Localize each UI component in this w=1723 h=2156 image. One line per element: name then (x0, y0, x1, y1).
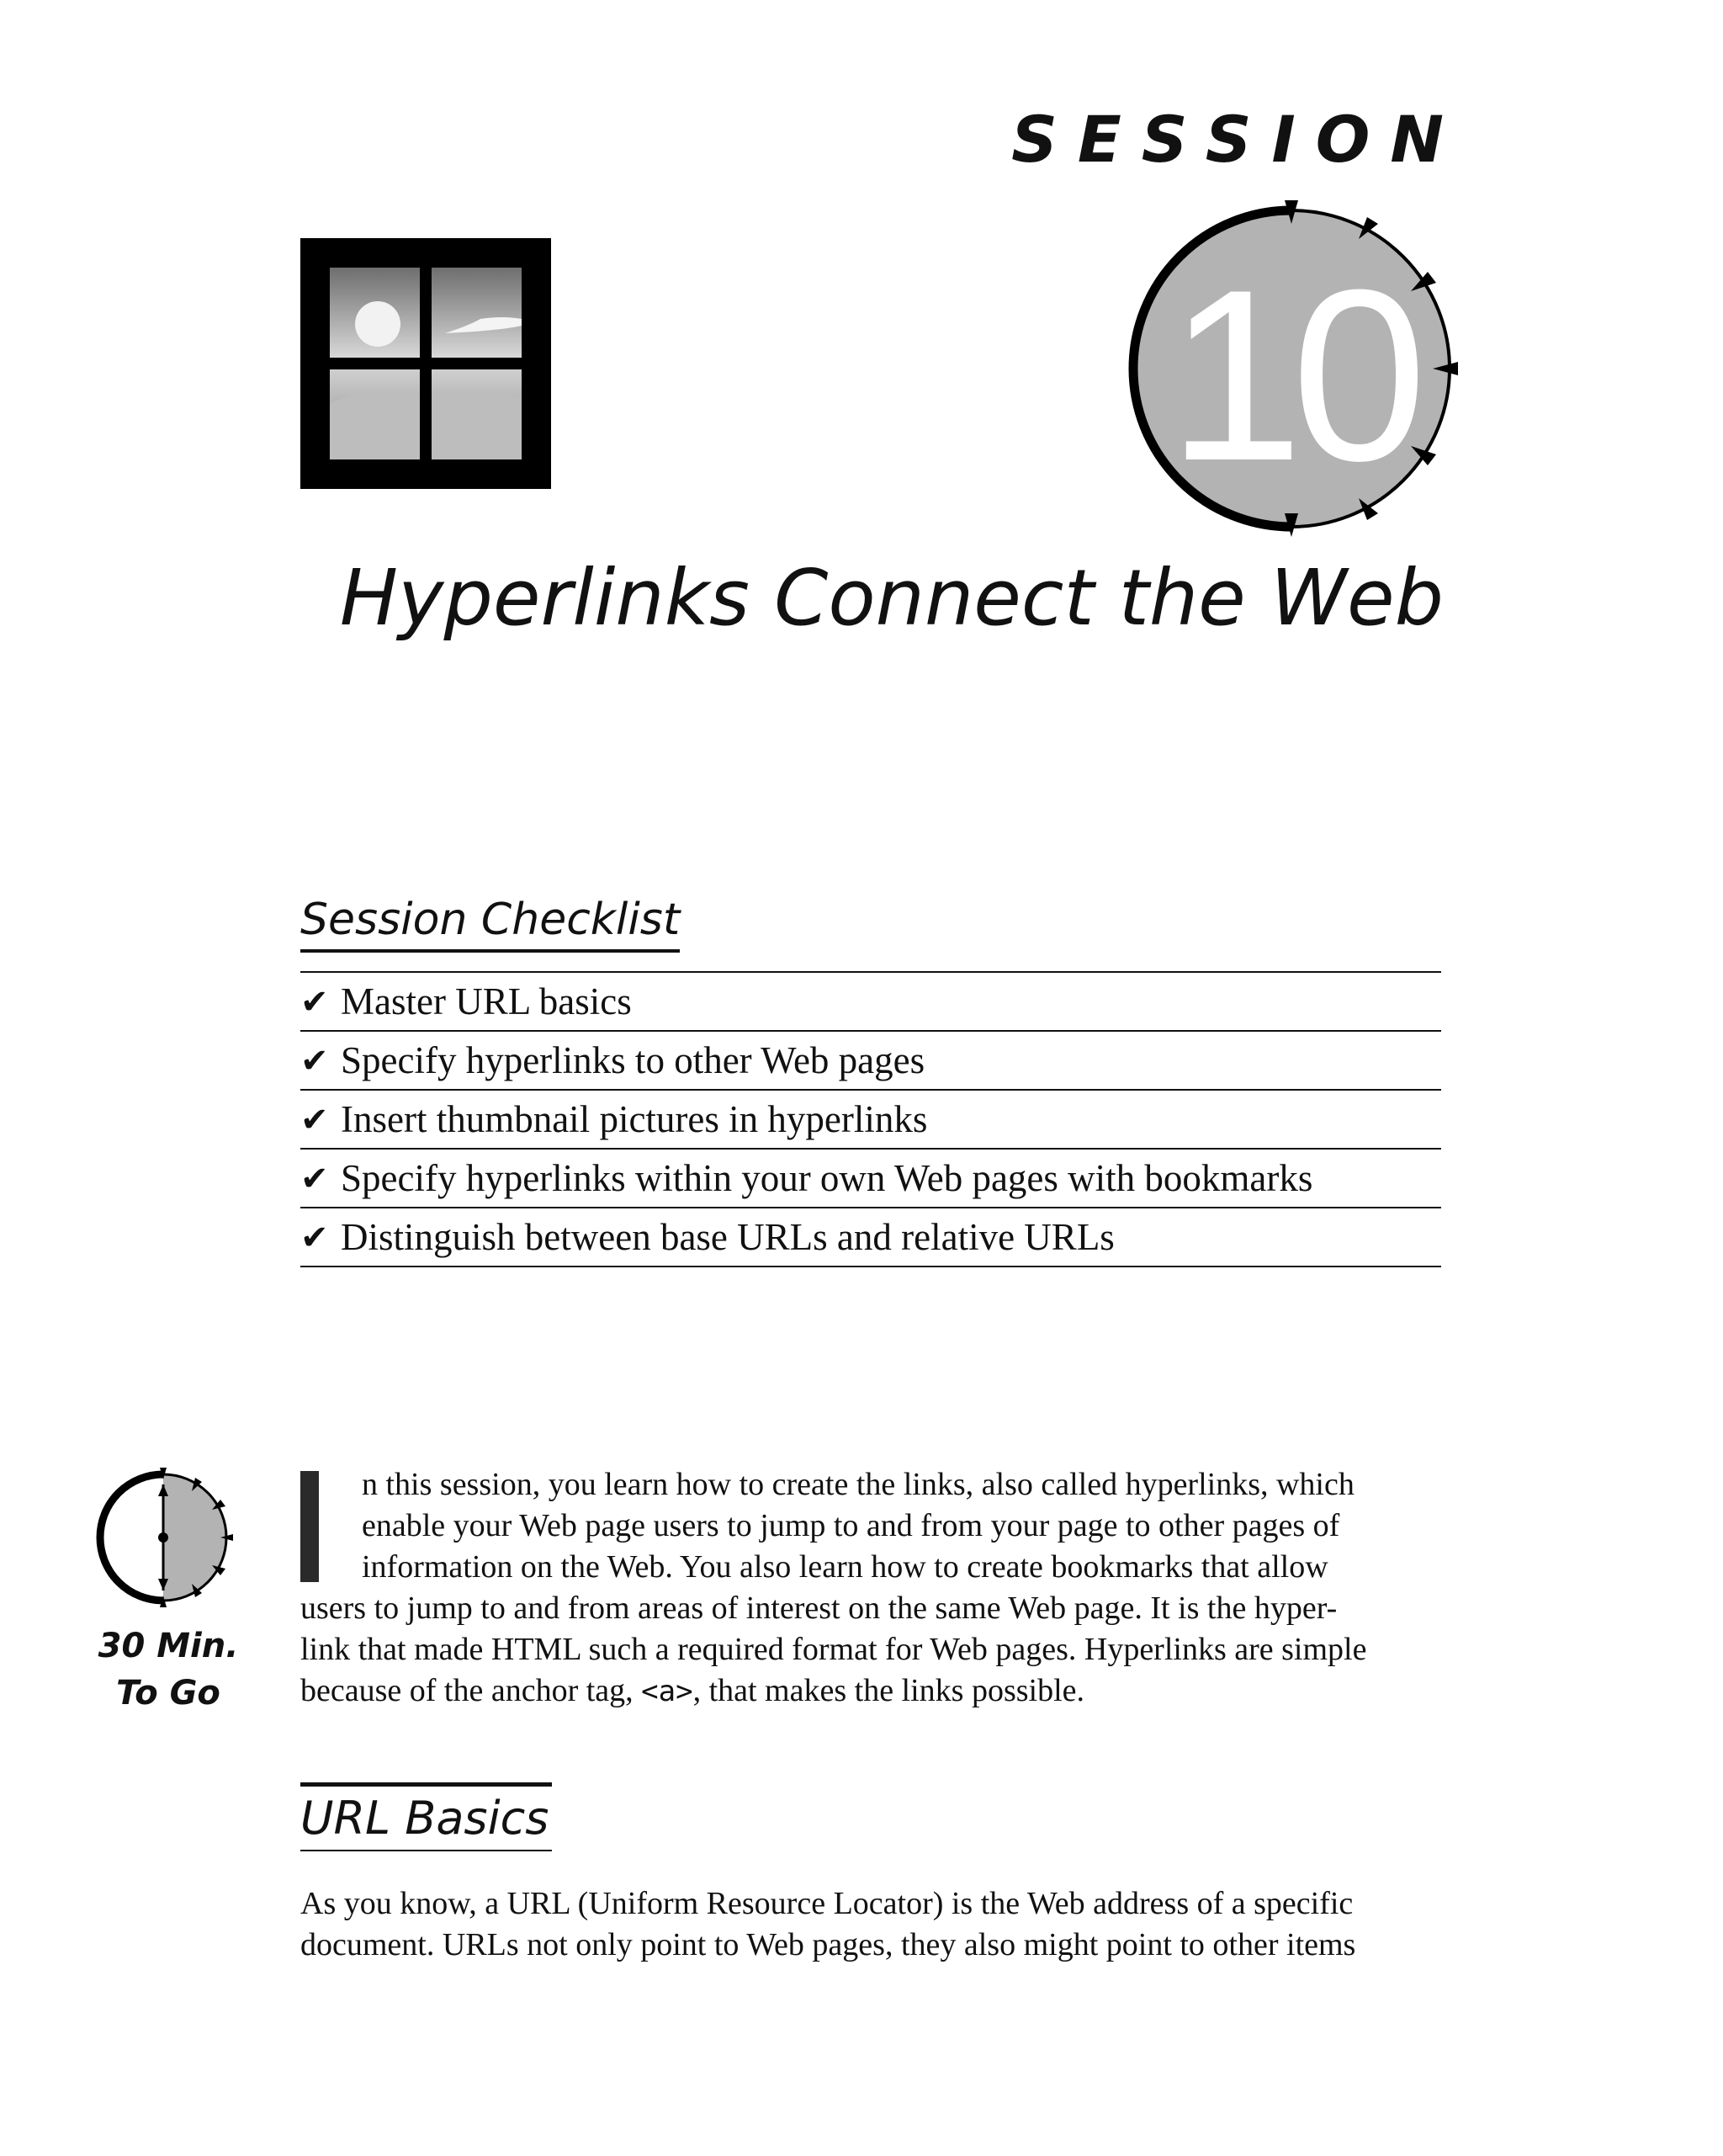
section-heading: URL Basics (300, 1782, 552, 1851)
checklist-item (300, 1091, 1441, 1150)
paragraph-text: , that makes the links possible. (692, 1673, 1085, 1708)
drop-cap-letter (300, 1471, 319, 1582)
checklist-item (300, 1032, 1441, 1091)
paragraph-line: information on the Web. You also learn how to create bookmarks that allow (362, 1549, 1328, 1585)
paragraph-line: n this session, you learn how to create the links, also called hyperlinks, which (362, 1467, 1355, 1502)
checklist-item (300, 973, 1441, 1032)
paragraph-line: users to jump to and from areas of interest on the same Web page. It is the hyper- (300, 1590, 1338, 1626)
url-basics-section (300, 1782, 1441, 1966)
checklist-item-text: Specify hyperlinks to other Web pages (341, 1039, 925, 1082)
checkmark-icon: ✔ (300, 1218, 329, 1256)
paragraph-line: link that made HTML such a required format for Web pages. Hyperlinks are simple (300, 1632, 1367, 1667)
session-label: SESSION (1011, 102, 1464, 177)
window-picture-icon (300, 238, 551, 489)
chapter-title: Hyperlinks Connect the Web (339, 553, 1444, 643)
checkmark-icon: ✔ (300, 1100, 329, 1139)
paragraph-line: document. URLs not only point to Web pages, they also might point to other items (300, 1927, 1356, 1963)
checklist-item (300, 1150, 1441, 1208)
checklist-heading: Session Checklist (300, 896, 680, 953)
checklist-list (300, 971, 1441, 1267)
intro-paragraph (300, 1464, 1441, 1713)
checkmark-icon: ✔ (300, 982, 329, 1021)
checklist-item-text: Insert thumbnail pictures in hyperlinks (341, 1098, 928, 1141)
checklist-item-text: Specify hyperlinks within your own Web pages with bookmarks (341, 1157, 1313, 1200)
code-anchor-tag: <a> (641, 1675, 693, 1708)
paragraph-line (300, 1670, 1441, 1713)
checkmark-icon: ✔ (300, 1041, 329, 1080)
paragraph-line: enable your Web page users to jump to and from your page to other pages of (362, 1508, 1340, 1543)
checkmark-icon: ✔ (300, 1159, 329, 1197)
stopwatch-icon (94, 1466, 246, 1609)
section-body (300, 1883, 1441, 1966)
paragraph-line: As you know, a URL (Uniform Resource Locator) is the Web address of a specific (300, 1886, 1354, 1922)
checklist-item-text: Distinguish between base URLs and relative URLs (341, 1216, 1115, 1259)
checklist-item (300, 1208, 1441, 1267)
session-checklist (300, 896, 1441, 1267)
timer-caption-line: 30 Min. (98, 1627, 239, 1665)
session-number: 10 (1167, 239, 1416, 512)
paragraph-text: because of the anchor tag, (300, 1673, 642, 1708)
session-clock-badge (1115, 192, 1468, 545)
timer-caption (80, 1622, 257, 1717)
checklist-item-text: Master URL basics (341, 980, 632, 1023)
timer-caption-line: To Go (116, 1674, 220, 1713)
